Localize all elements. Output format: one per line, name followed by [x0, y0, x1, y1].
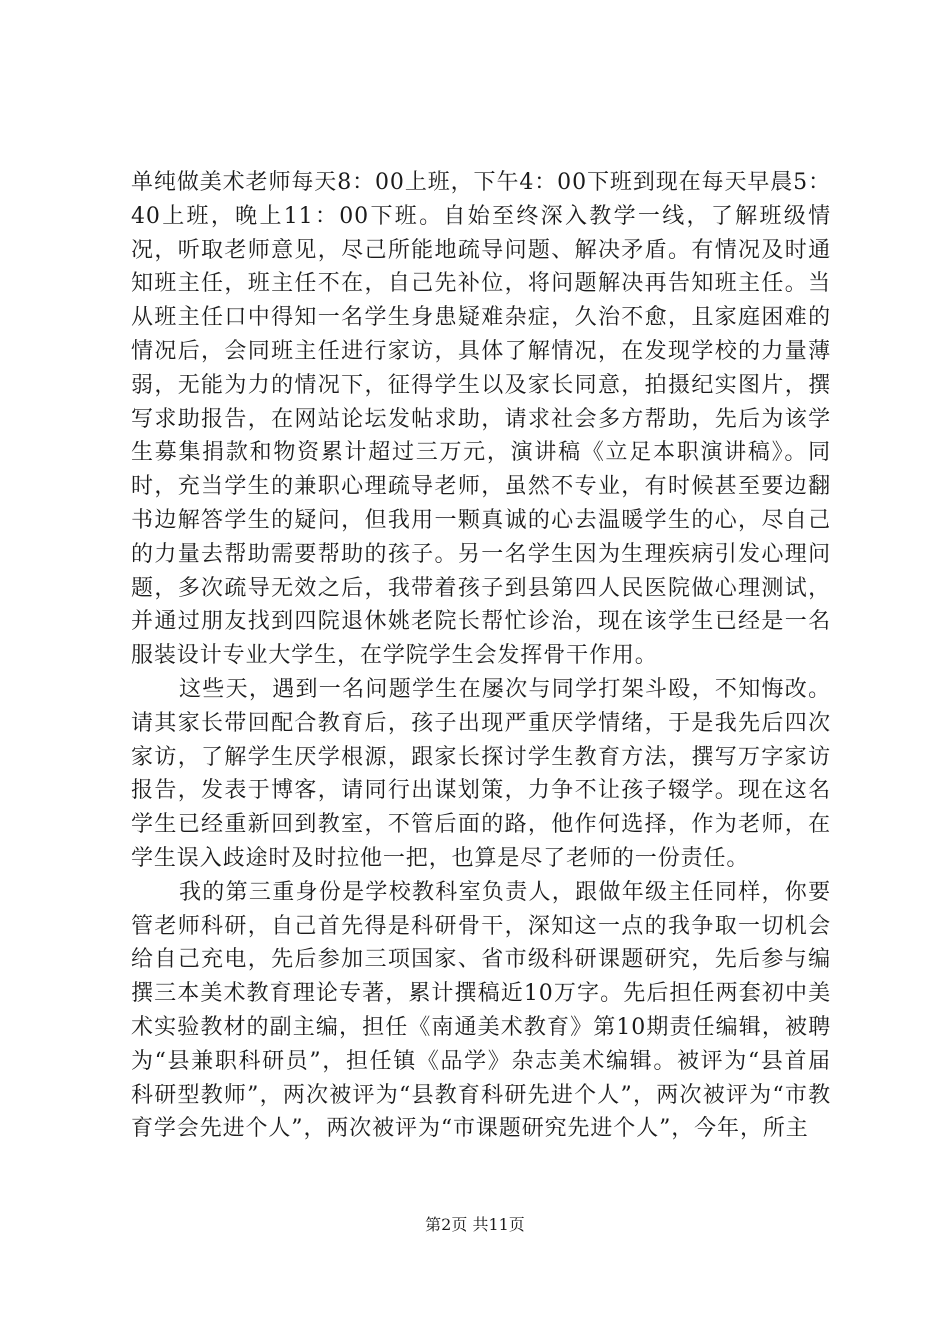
page-number-footer: 第2页 共11页: [425, 1215, 525, 1234]
paragraph-1: 单纯做美术老师每天8：00上班，下午4：00下班到现在每天早晨5：40上班，晚上11：00下班。自始至终深入教学一线，了解班级情况，听取老师意见，尽己所能地疏导问题、解决矛盾。有情况及时通知班主任，班主任不在，自己先补位，将问题解决再告知班主任。当从班主任口中得知一名学生身患疑难杂症，久治不愈，且家庭困难的情况后，会同班主任进行家访，具体了解情况，在发现学校的力量薄弱，无能为力的情况下，征得学生以及家长同意，拍摄纪实图片，撰写求助报告，在网站论坛发帖求助，请求社会多方帮助，先后为该学生募集捐款和物资累计超过三万元，演讲稿《立足本职演讲稿》。同时，充当学生的兼职心理疏导老师，虽然不专业，有时候甚至要边翻书边解答学生的疑问，但我用一颗真诚的心去温暖学生的心，尽自己的力量去帮助需要帮助的孩子。另一名学生因为生理疾病引发心理问题，多次疏导无效之后，我带着孩子到县第四人民医院做心理测试，并通过朋友找到四院退休姚老院长帮忙诊治，现在该学生已经是一名服装设计专业大学生，在学院学生会发挥骨干作用。: [131, 170, 831, 669]
paragraph-2: 这些天，遇到一名问题学生在屡次与同学打架斗殴，不知悔改。请其家长带回配合教育后，孩子出现严重厌学情绪，于是我先后四次家访，了解学生厌学根源，跟家长探讨学生教育方法，撰写万字家访报告，发表于博客，请同行出谋划策，力争不让孩子辍学。现在这名学生已经重新回到教室，不管后面的路，他作何选择，作为老师，在学生误入歧途时及时拉他一把，也算是尽了老师的一份责任。: [131, 676, 831, 871]
document-body: [131, 166, 831, 1146]
paragraph-3: 我的第三重身份是学校教科室负责人，跟做年级主任同样，你要管老师科研，自己首先得是科研骨干，深知这一点的我争取一切机会给自己充电，先后参加三项国家、省市级科研课题研究，先后参与编撰三本美术教育理论专著，累计撰稿近10万字。先后担任两套初中美术实验教材的副主编，担任《南通美术教育》第10期责任编辑，被聘为“县兼职科研员”，担任镇《品学》杂志美术编辑。被评为“县首届科研型教师”，两次被评为“县教育科研先进个人”，两次被评为“市教育学会先进个人”，两次被评为“市课题研究先进个人”，今年，所主: [131, 879, 831, 1142]
